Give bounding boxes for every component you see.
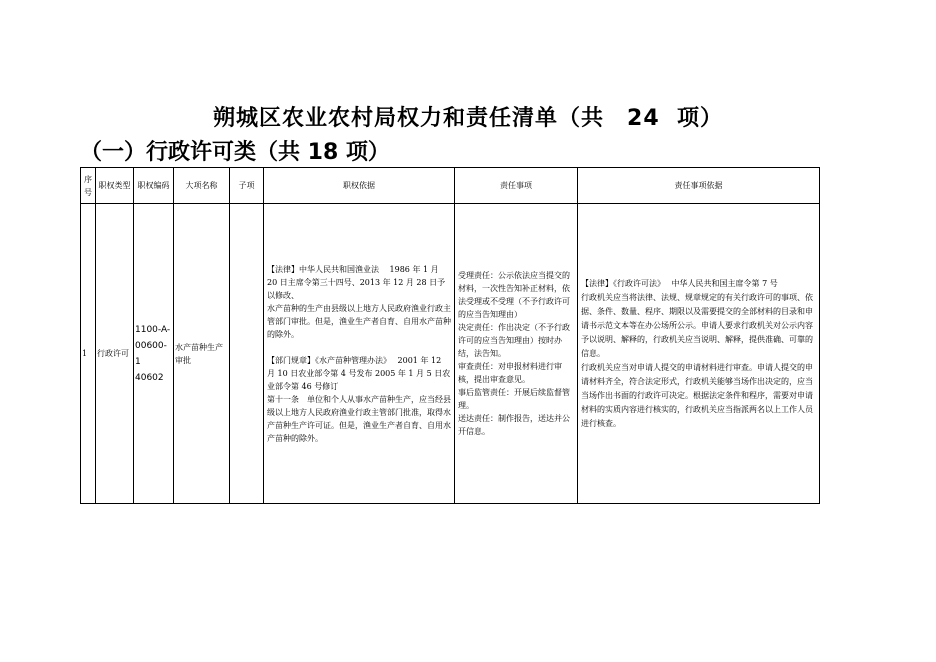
header-power-code: 职权编码 bbox=[134, 168, 174, 204]
power-code-text: 1100-A- 00600-1 40602 bbox=[135, 324, 171, 383]
cell-responsibility-basis bbox=[578, 204, 820, 504]
cell-seq: 1 bbox=[81, 204, 96, 504]
responsibility-text: 受理责任：公示依法应当提交的材料，一次性告知补正材料，依法受理或不受理（不予行政许可的应当告知理由） 决定责任：作出决定（不予行政许可的应当告知理由）按时办结，法告知。 审查责任：对申报材料进行审核，提出审查意见。 事后监管责任：开展后续监督管理。 送达责任：制作报告，送达并公开信息。 bbox=[458, 271, 570, 436]
cell-power-basis bbox=[264, 204, 455, 504]
document-title: 朔城区农业农村局权力和责任清单（共 24 项） bbox=[213, 106, 723, 131]
cell-power-type: 行政许可 bbox=[96, 204, 134, 504]
header-power-basis: 职权依据 bbox=[264, 168, 455, 204]
power-basis-text: 【法律】中华人民共和国渔业法 1986 年 1 月 20 日主席令第三十四号、2013 年 12 月 28 日予以修改、 水产苗种的生产由县级以上地方人民政府渔业行政主管部门审批。但是，渔业生产者自育、自用水产苗种的除外。 【部门规章】《水产苗种管理办法》 2001 年 12 月 10 日农业部令第 4 号发布 2005 年 1 月 5 日农业部令第 46 号修订 第十一条 单位和个人从事水产苗种生产，应当经县级以上地方人民政府渔业行政主管部门批准，取得水产苗种生产许可证。但是，渔业生产者自育、自用水产苗种的除外。 bbox=[267, 264, 451, 443]
responsibility-basis-text: 【法律】《行政许可法》 中华人民共和国主席令第 7 号 行政机关应当将法律、法规、规章规定的有关行政许可的事项、依据、条件、数量、程序、期限以及需要提交的全部材料的目录和申请书示范文本等在办公场所公示。申请人要求行政机关对公示内容予以说明、解释的，行政机关应当说明、解释，提供准确、可靠的信息。 行政机关应当对申请人提交的申请材料进行审查。申请人提交的申请材料齐全，符合法定形式，行政机关能够当场作出决定的，应当当场作出书面的行政许可决定。根据法定条件和程序，需要对申请材料的实质内容进行核实的，行政机关应当指派两名以上工作人员进行核查。 bbox=[581, 278, 813, 428]
table-header-row bbox=[81, 168, 820, 204]
header-sub-item: 子项 bbox=[230, 168, 264, 204]
cell-power-code bbox=[134, 204, 174, 504]
header-power-type: 职权类型 bbox=[96, 168, 134, 204]
power-responsibility-table bbox=[80, 167, 820, 504]
header-seq: 序 号 bbox=[81, 168, 96, 204]
header-responsibility: 责任事项 bbox=[455, 168, 578, 204]
cell-item-name: 水产苗种生产审批 bbox=[174, 204, 230, 504]
cell-sub-item bbox=[230, 204, 264, 504]
header-responsibility-basis: 责任事项依据 bbox=[578, 168, 820, 204]
header-item-name: 大项名称 bbox=[174, 168, 230, 204]
section-subtitle: （一）行政许可类（共 18 项） bbox=[80, 140, 390, 165]
table-row bbox=[81, 204, 820, 504]
cell-responsibility bbox=[455, 204, 578, 504]
